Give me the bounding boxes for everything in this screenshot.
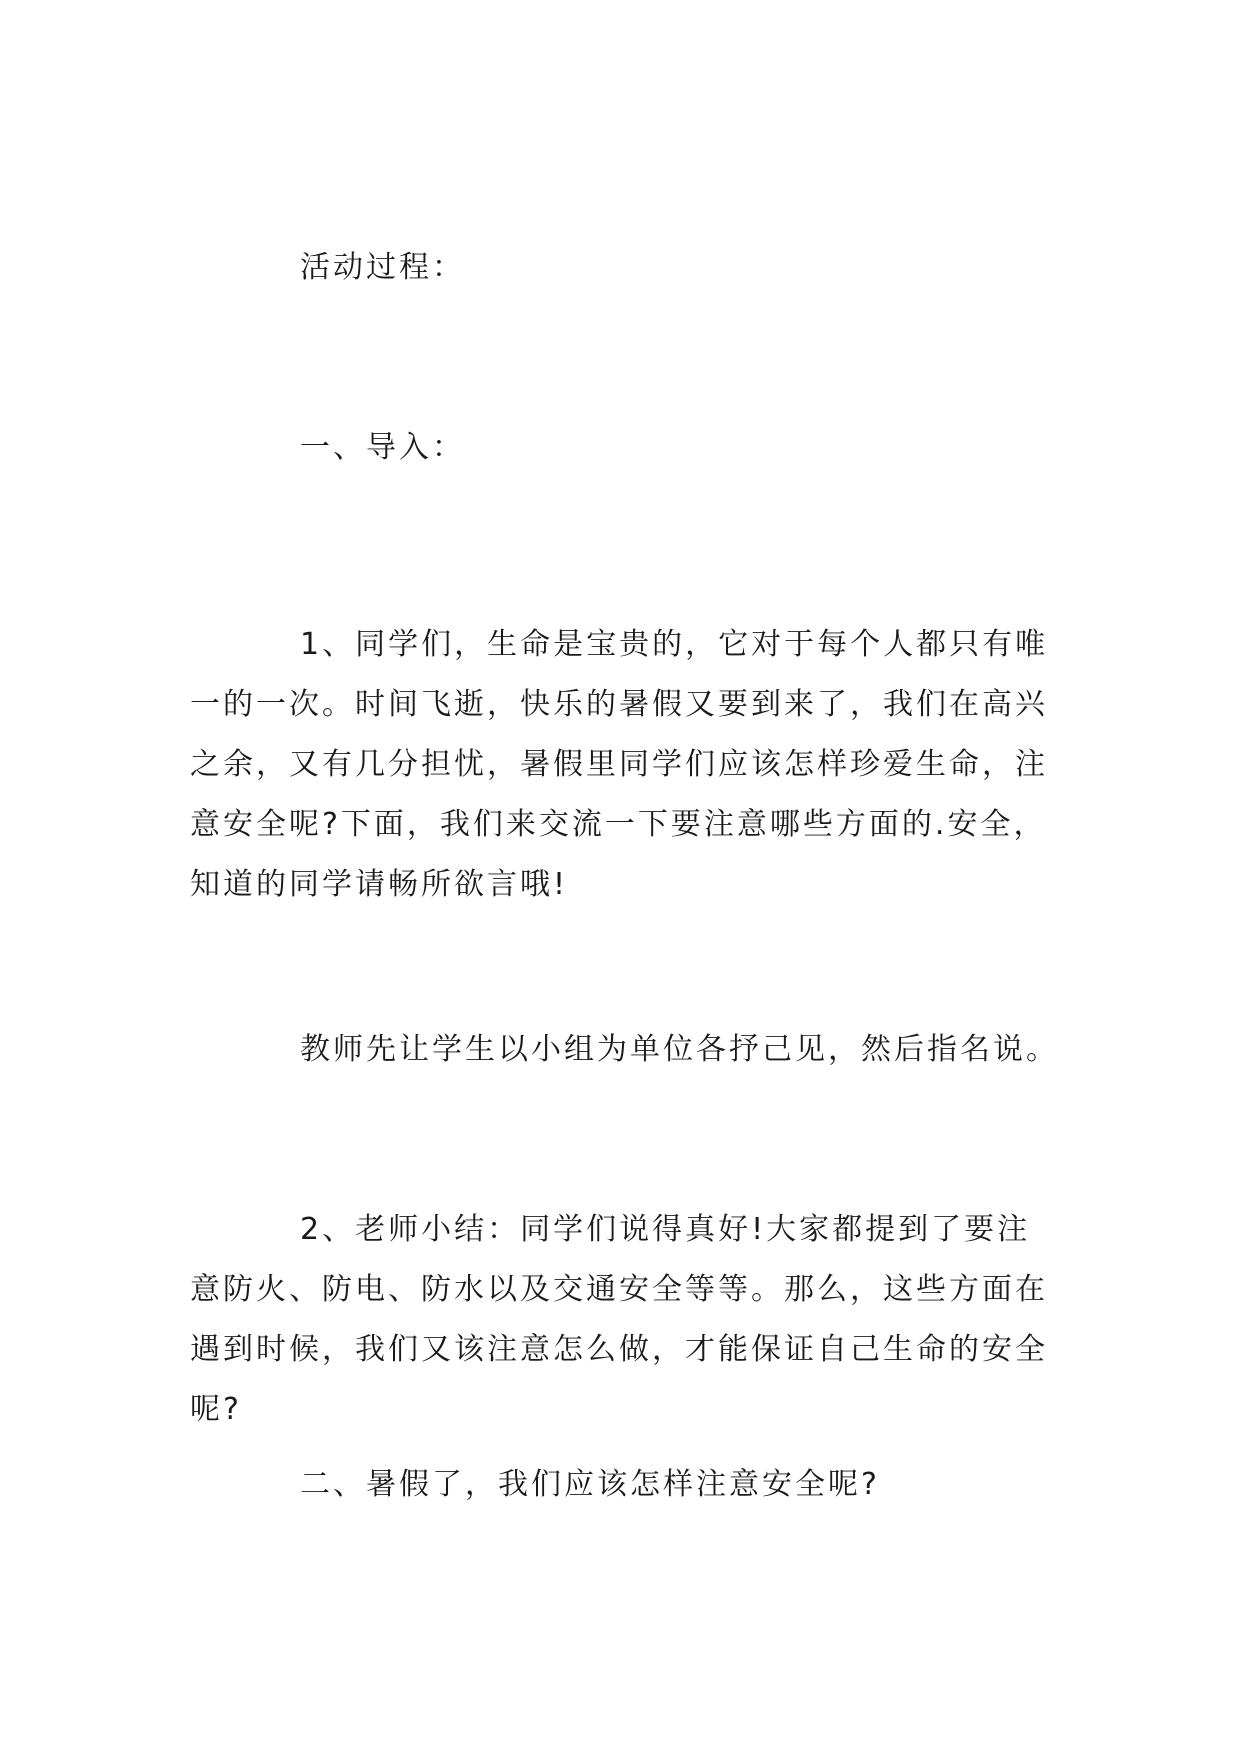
paragraph-2: 2、老师小结：同学们说得真好!大家都提到了要注意防火、防电、防水以及交通安全等等。那么，这些方面在遇到时候，我们又该注意怎么做，才能保证自己生命的安全呢? [190,1212,1048,1427]
paragraph-1: 1、同学们，生命是宝贵的，它对于每个人都只有唯一的一次。时间飞逝，快乐的暑假又要到来了，我们在高兴之余，又有几分担忧，暑假里同学们应该怎样珍爱生命，注意安全呢?下面，我们来交流一下要注意哪些方面的.安全，知道的同学请畅所欲言哦! [190,627,1049,902]
heading-activity-process: 活动过程： [300,250,465,285]
paragraph-teacher-instruction: 教师先让学生以小组为单位各抒己见，然后指名说。 [300,1032,1059,1067]
heading-section-two: 二、暑假了，我们应该怎样注意安全呢? [300,1467,880,1502]
heading-introduction: 一、导入： [300,430,465,465]
